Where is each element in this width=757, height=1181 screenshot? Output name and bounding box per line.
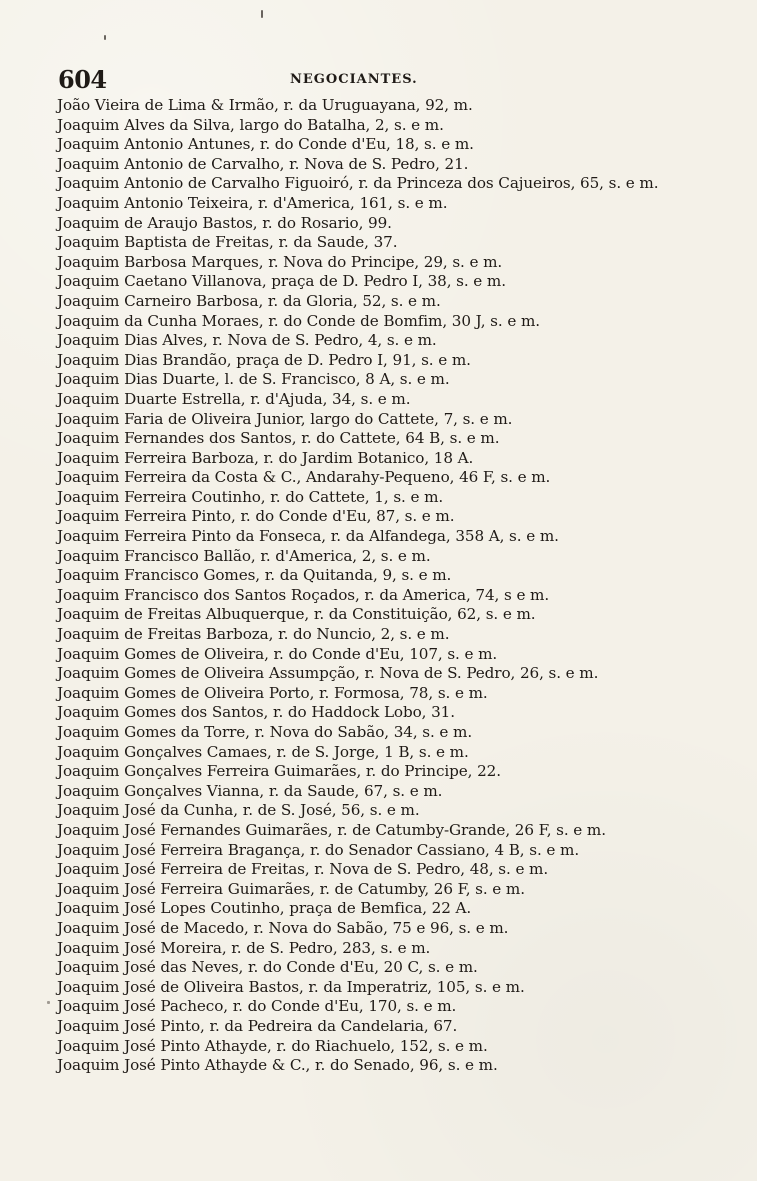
list-item [57,233,717,253]
entry-text: Joaquim José da Cunha, r. de S. José, 56, s. e m. [57,801,420,820]
list-item [57,135,717,155]
entry-text: Joaquim Ferreira da Costa & C., Andarahy-Pequeno, 46 F, s. e m. [57,468,551,487]
list-item [57,723,717,743]
entry-text: Joaquim Gomes de Oliveira Assumpção, r. Nova de S. Pedro, 26, s. e m. [57,664,599,683]
entry-text: Joaquim Gomes dos Santos, r. do Haddock Lobo, 31. [57,703,455,722]
list-item [57,370,717,390]
entry-text: Joaquim Dias Brandão, praça de D. Pedro I, 91, s. e m. [57,350,471,369]
entry-text: Joaquim de Araujo Bastos, r. do Rosario, 99. [57,213,392,232]
entry-text: Joaquim da Cunha Moraes, r. do Conde de Bomfim, 30 J, s. e m. [57,311,540,330]
list-item [57,449,717,469]
entry-text: Joaquim José Ferreira de Freitas, r. Nova de S. Pedro, 48, s. e m. [57,860,549,879]
entry-text: Joaquim Francisco Ballão, r. d'America, 2, s. e m. [57,546,431,565]
list-item [57,547,717,567]
entry-text: Joaquim Baptista de Freitas, r. da Saude, 37. [57,233,398,252]
print-mark [104,35,106,40]
entry-text: Joaquim Ferreira Pinto da Fonseca, r. da Alfandega, 358 A, s. e m. [57,527,559,546]
entry-text: Joaquim José de Macedo, r. Nova do Sabão, 75 e 96, s. e m. [57,918,509,937]
list-item [57,978,717,998]
entry-text: Joaquim José Moreira, r. de S. Pedro, 283, s. e m. [57,938,431,957]
entry-text: Joaquim Gonçalves Ferreira Guimarães, r. do Principe, 22. [57,762,501,781]
entry-text: Joaquim Ferreira Coutinho, r. do Cattete, 1, s. e m. [57,487,444,506]
entry-text: Joaquim Gonçalves Camaes, r. de S. Jorge, 1 B, s. e m. [57,742,469,761]
list-item [57,625,717,645]
list-item [57,292,717,312]
entry-text: Joaquim Gomes de Oliveira Porto, r. Formosa, 78, s. e m. [57,683,488,702]
page-header [58,65,698,94]
list-item [57,841,717,861]
entry-text: Joaquim Fernandes dos Santos, r. do Cattete, 64 B, s. e m. [57,429,500,448]
list-item [57,586,717,606]
list-item [57,312,717,332]
list-item [57,1037,717,1057]
list-item [57,116,717,136]
entry-text: Joaquim José Ferreira Bragança, r. do Senador Cassiano, 4 B, s. e m. [57,840,580,859]
list-item [57,782,717,802]
list-item [57,527,717,547]
list-item [57,155,717,175]
list-item [57,997,717,1017]
list-item [57,566,717,586]
list-item [57,96,717,116]
list-item [57,821,717,841]
entry-text: Joaquim Ferreira Pinto, r. do Conde d'Eu, 87, s. e m. [57,507,455,526]
entry-text: Joaquim Dias Alves, r. Nova de S. Pedro, 4, s. e m. [57,331,437,350]
entry-text: Joaquim José Ferreira Guimarães, r. de Catumby, 26 F, s. e m. [57,879,525,898]
entry-text: Joaquim José Pinto Athayde, r. do Riachuelo, 152, s. e m. [57,1036,488,1055]
list-item [57,958,717,978]
entry-text: Joaquim Antonio de Carvalho Figuoiró, r. da Princeza dos Cajueiros, 65, s. e m. [57,174,659,193]
list-item [57,880,717,900]
entry-text: Joaquim de Freitas Barboza, r. do Nuncio, 2, s. e m. [57,625,450,644]
entry-text: Joaquim Antonio Antunes, r. do Conde d'Eu, 18, s. e m. [57,135,474,154]
list-item [57,390,717,410]
list-item [57,703,717,723]
list-item [57,743,717,763]
list-item [57,351,717,371]
page-number: 604 [58,65,107,94]
list-item [57,507,717,527]
list-item [57,684,717,704]
list-item [57,331,717,351]
entry-text: Joaquim José Pacheco, r. do Conde d'Eu, 170, s. e m. [57,997,457,1016]
list-item [57,194,717,214]
entry-text: Joaquim José de Oliveira Bastos, r. da Imperatriz, 105, s. e m. [57,977,525,996]
list-item [57,488,717,508]
list-item [57,214,717,234]
entry-text: Joaquim Barbosa Marques, r. Nova do Principe, 29, s. e m. [57,252,503,271]
list-item [57,272,717,292]
entry-text: Joaquim José Lopes Coutinho, praça de Bemfica, 22 A. [57,899,472,918]
entry-text: João Vieira de Lima & Irmão, r. da Uruguayana, 92, m. [57,96,473,114]
list-item [57,645,717,665]
entry-text: Joaquim José Fernandes Guimarães, r. de Catumby-Grande, 26 F, s. e m. [57,820,606,839]
print-mark [47,1001,50,1004]
entry-text: Joaquim Carneiro Barbosa, r. da Gloria, 52, s. e m. [57,291,441,310]
entry-text: Joaquim Francisco dos Santos Roçados, r. da America, 74, s e m. [57,585,550,604]
list-item [57,605,717,625]
entry-text: Joaquim José das Neves, r. do Conde d'Eu, 20 C, s. e m. [57,958,478,977]
entry-text: Joaquim Antonio de Carvalho, r. Nova de S. Pedro, 21. [57,154,469,173]
print-mark [261,10,263,18]
entry-text: Joaquim Gomes da Torre, r. Nova do Sabão, 34, s. e m. [57,723,473,741]
entry-text: Joaquim Francisco Gomes, r. da Quitanda, 9, s. e m. [57,566,452,585]
list-item [57,919,717,939]
list-item [57,253,717,273]
entry-text: Joaquim Gomes de Oliveira, r. do Conde d'Eu, 107, s. e m. [57,644,498,663]
entry-text: Joaquim Gonçalves Vianna, r. da Saude, 67, s. e m. [57,781,443,800]
entry-text: Joaquim Ferreira Barboza, r. do Jardim Botanico, 18 A. [57,448,474,467]
running-head: NEGOCIANTES. [290,72,418,87]
list-item [57,410,717,430]
list-item [57,801,717,821]
list-item [57,1056,717,1076]
list-item [57,429,717,449]
entry-text: Joaquim Caetano Villanova, praça de D. Pedro I, 38, s. e m. [57,272,506,291]
list-item [57,939,717,959]
merchant-list [57,96,717,1076]
list-item [57,174,712,194]
entry-text: Joaquim Antonio Teixeira, r. d'America, 161, s. e m. [57,193,448,212]
entry-text: Joaquim Dias Duarte, l. de S. Francisco, 8 A, s. e m. [57,370,450,389]
entry-text: Joaquim Faria de Oliveira Junior, largo do Cattete, 7, s. e m. [57,409,513,428]
entry-text: Joaquim Duarte Estrella, r. d'Ajuda, 34, s. e m. [57,389,411,408]
entry-text: Joaquim José Pinto, r. da Pedreira da Candelaria, 67. [57,1016,458,1035]
entry-text: Joaquim Alves da Silva, largo do Batalha, 2, s. e m. [57,115,444,134]
list-item [57,664,717,684]
entry-text: Joaquim José Pinto Athayde & C., r. do Senado, 96, s. e m. [57,1056,498,1075]
entry-text: Joaquim de Freitas Albuquerque, r. da Constituição, 62, s. e m. [57,605,536,624]
list-item [57,899,717,919]
list-item [57,762,717,782]
list-item [57,1017,717,1037]
list-item [57,860,717,880]
list-item [57,468,717,488]
